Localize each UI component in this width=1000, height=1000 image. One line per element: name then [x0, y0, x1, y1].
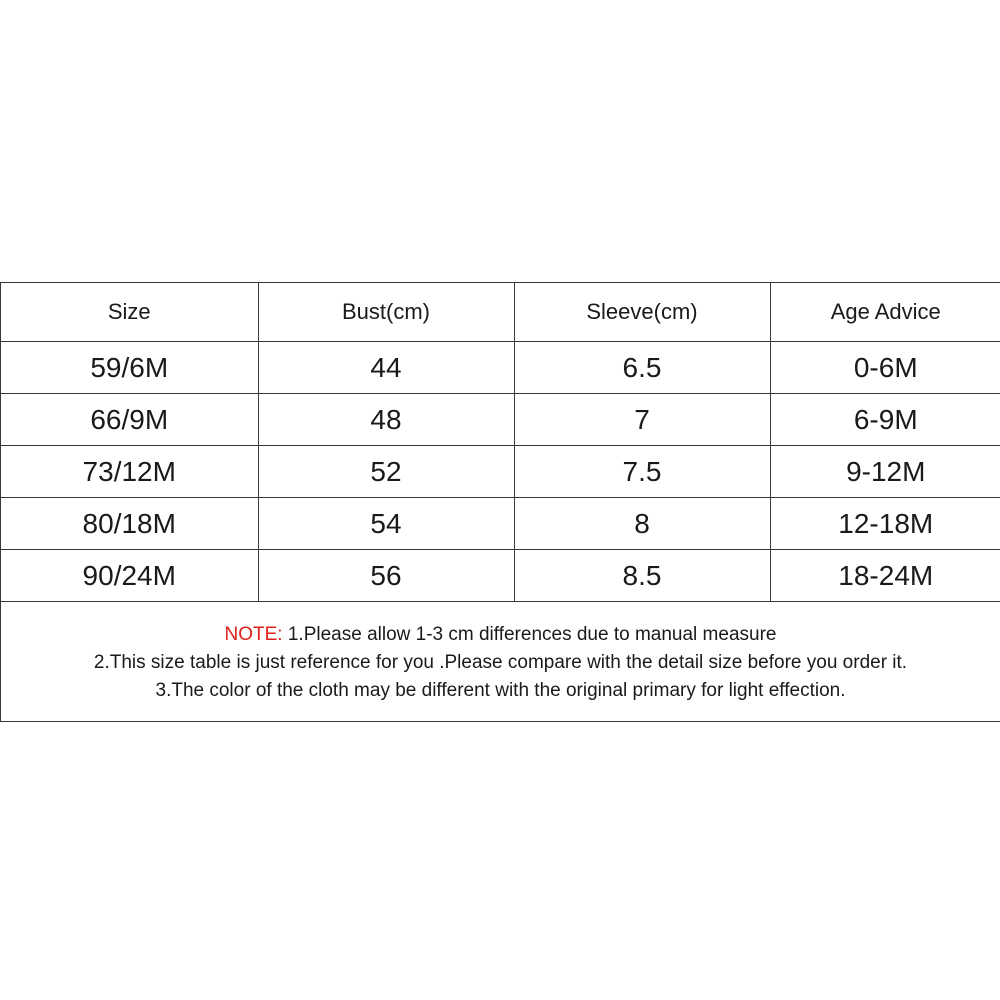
cell-sleeve: 7.5 — [514, 446, 770, 498]
cell-age-advice: 0-6M — [770, 342, 1000, 394]
note-line-1 — [1, 621, 1000, 649]
table-row — [1, 394, 1000, 446]
note-text-1: 1.Please allow 1-3 cm differences due to manual measure — [287, 624, 777, 645]
column-header-size: Size — [1, 283, 258, 342]
cell-age-advice: 18-24M — [770, 550, 1000, 602]
cell-sleeve: 8 — [514, 498, 770, 550]
cell-bust: 54 — [258, 498, 514, 550]
cell-bust: 56 — [258, 550, 514, 602]
cell-age-advice: 12-18M — [770, 498, 1000, 550]
cell-bust: 52 — [258, 446, 514, 498]
cell-age-advice: 6-9M — [770, 394, 1000, 446]
note-label: NOTE: — [224, 624, 288, 645]
cell-sleeve: 6.5 — [514, 342, 770, 394]
note-line-3: 3.The color of the cloth may be different with the original primary for light effection. — [155, 680, 846, 701]
table-row — [1, 498, 1000, 550]
note-line-2: 2.This size table is just reference for you .Please compare with the detail size before you order it. — [93, 652, 908, 673]
cell-size: 66/9M — [1, 394, 258, 446]
table-row — [1, 446, 1000, 498]
table-row — [1, 342, 1000, 394]
size-chart — [0, 282, 1000, 722]
cell-size: 73/12M — [1, 446, 258, 498]
cell-sleeve: 8.5 — [514, 550, 770, 602]
notes-section — [1, 602, 1000, 705]
table-row — [1, 550, 1000, 602]
size-table — [1, 283, 1000, 602]
column-header-bust: Bust(cm) — [258, 283, 514, 342]
cell-bust: 48 — [258, 394, 514, 446]
column-header-age-advice: Age Advice — [770, 283, 1000, 342]
cell-bust: 44 — [258, 342, 514, 394]
header-row — [1, 283, 1000, 342]
cell-size: 90/24M — [1, 550, 258, 602]
cell-size: 80/18M — [1, 498, 258, 550]
cell-size: 59/6M — [1, 342, 258, 394]
cell-age-advice: 9-12M — [770, 446, 1000, 498]
column-header-sleeve: Sleeve(cm) — [514, 283, 770, 342]
cell-sleeve: 7 — [514, 394, 770, 446]
